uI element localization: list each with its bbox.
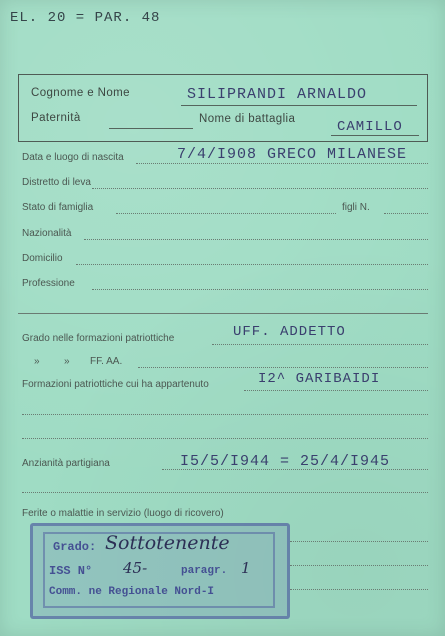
ff-line bbox=[138, 367, 428, 368]
stamp-line2-paragraph: paragr. bbox=[181, 565, 228, 577]
header-code: EL. 20 = PAR. 48 bbox=[10, 10, 161, 26]
family-line bbox=[116, 213, 336, 214]
battle-name-value: CAMILLO bbox=[337, 119, 403, 135]
wounds-line-2 bbox=[290, 565, 428, 566]
nationality-label: Nazionalità bbox=[22, 228, 72, 239]
ff-quote-2: » bbox=[64, 356, 70, 367]
profession-label: Professione bbox=[22, 278, 75, 289]
formations-line bbox=[244, 390, 428, 391]
stamp-line2-number: 45- bbox=[123, 559, 148, 577]
birth-value: 7/4/I908 GRECO MILANESE bbox=[177, 146, 408, 163]
formations-label: Formazioni patriottiche cui ha appartenuto bbox=[22, 379, 209, 390]
domicile-line bbox=[76, 264, 428, 265]
wounds-line-1 bbox=[290, 541, 428, 542]
district-label: Distretto di leva bbox=[22, 177, 91, 188]
rank-value: UFF. ADDETTO bbox=[233, 324, 346, 340]
stamp-line3: Comm. ne Regionale Nord-I bbox=[49, 586, 215, 598]
name-line bbox=[181, 105, 417, 106]
profession-line bbox=[92, 289, 428, 290]
family-label: Stato di famiglia bbox=[22, 202, 94, 213]
seniority-value: I5/5/I944 = 25/4/I945 bbox=[180, 453, 391, 470]
domicile-label: Domicilio bbox=[22, 253, 63, 264]
wounds-line-3 bbox=[290, 589, 428, 590]
district-line bbox=[92, 188, 428, 189]
rank-label: Grado nelle formazioni patriottiche bbox=[22, 333, 175, 344]
seniority-label: Anzianità partigiana bbox=[22, 458, 110, 469]
name-value: SILIPRANDI ARNALDO bbox=[187, 86, 368, 103]
formations-extra-line-2 bbox=[22, 438, 428, 439]
wounds-label: Ferite o malattie in servizio (luogo di ricovero) bbox=[22, 508, 224, 519]
stamp-grado-value: Sottotenente bbox=[105, 532, 230, 554]
name-label: Cognome e Nome bbox=[31, 87, 130, 99]
stamp-grado-label: Grado: bbox=[53, 540, 97, 554]
identity-box bbox=[18, 74, 428, 142]
formations-value: I2^ GARIBAIDI bbox=[258, 371, 381, 387]
paternity-line bbox=[109, 128, 193, 129]
children-label: figli N. bbox=[342, 202, 370, 213]
stamp-line2-paragraph-value: 1 bbox=[241, 559, 251, 577]
paternity-label: Paternità bbox=[31, 112, 81, 124]
seniority-line bbox=[162, 469, 428, 470]
nationality-line bbox=[84, 239, 428, 240]
ff-label: FF. AA. bbox=[90, 356, 123, 367]
rank-line bbox=[212, 344, 428, 345]
section-divider bbox=[18, 313, 428, 314]
seniority-extra-line bbox=[22, 492, 428, 493]
battle-name-line bbox=[331, 135, 419, 136]
birth-label: Data e luogo di nascita bbox=[22, 152, 124, 163]
stamp-line2-prefix: ISS N° bbox=[49, 564, 93, 578]
formations-extra-line-1 bbox=[22, 414, 428, 415]
battle-name-label: Nome di battaglia bbox=[199, 113, 296, 125]
children-line bbox=[384, 213, 428, 214]
rank-stamp bbox=[30, 523, 290, 619]
ff-quote-1: » bbox=[34, 356, 40, 367]
birth-line bbox=[136, 163, 428, 164]
